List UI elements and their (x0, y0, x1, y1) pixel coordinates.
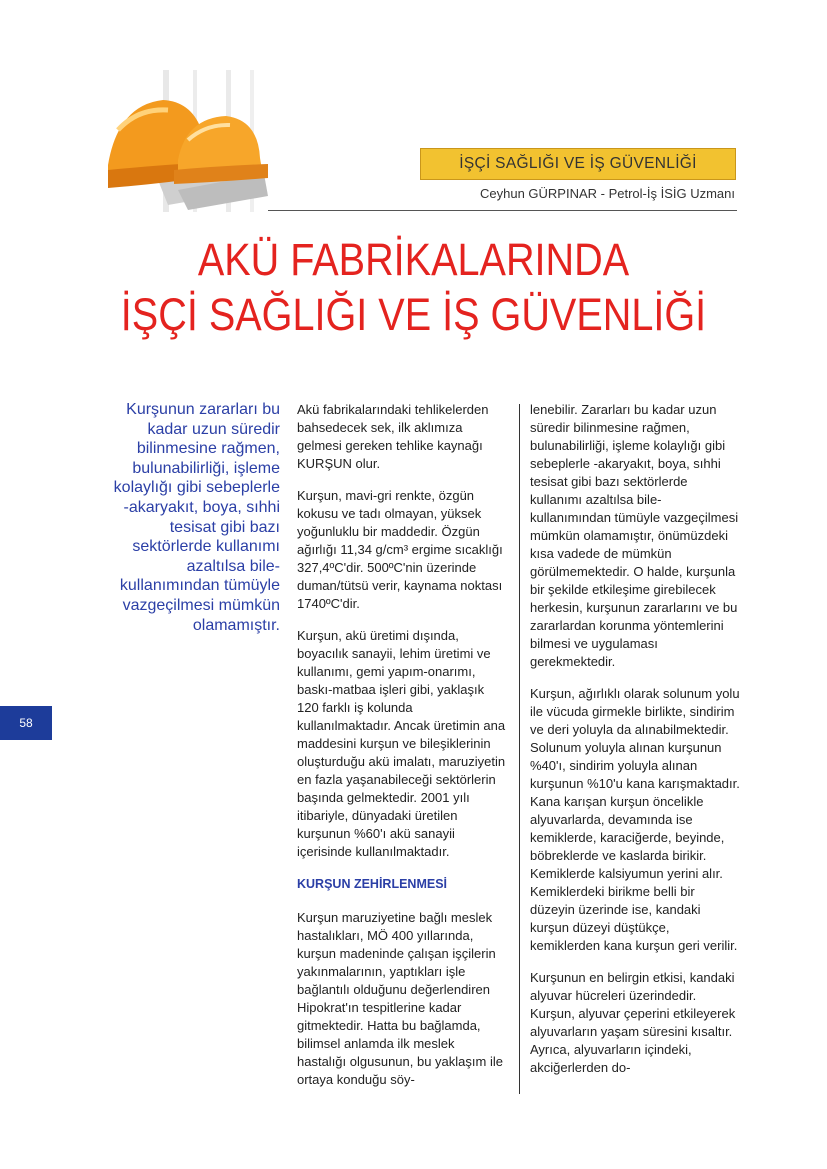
article-title (50, 232, 778, 342)
title-line-2: İŞÇİ SAĞLIĞI VE İŞ GÜVENLİĞİ (120, 289, 707, 340)
pull-quote: Kurşunun zararları bu kadar uzun süredir bilinmesine rağmen, bulunabilirliği, işleme kolaylığı gibi sebeplerle -akaryakıt, boya, sıhhi tesisat gibi bazı sektörlerde kullanımı azaltılsa bile- kullanımından tümüyle vazgeçilmesi mümkün olamamıştır. (113, 401, 280, 634)
author-byline: Ceyhun GÜRPINAR - Petrol-İş İSİG Uzmanı (479, 186, 735, 201)
header-rule (268, 210, 737, 211)
paragraph: Kurşun, ağırlıklı olarak solunum yolu ile vücuda girmekle birlikte, sindirim ve deri yoluyla da alınabilmektedir. Solunum yoluyla alınan kurşunun %40'ı, sindirim yoluyla alınan kurşunun %10'u kana karışmaktadır. Kana karışan kurşun öncelikle alyuvarlarda, devamında ise kemiklerde, karaciğerde, beyinde, böbreklerde ve kaslarda birikir. Kemiklerde kalsiyumun yerini alır. Kemiklerdeki birikme belli bir düzeyin üzerinde ise, kandaki kurşun düzeyi düştükçe, kemiklerden kana kurşun geri verilir. (530, 686, 740, 953)
paragraph: Akü fabrikalarındaki tehlikelerden bahsedecek sek, ilk aklımıza gelmesi gereken tehlike kaynağı KURŞUN olur. (297, 402, 489, 471)
page-number-box (0, 706, 52, 740)
column-divider (519, 404, 520, 1094)
helmets-gloves-image (108, 70, 268, 212)
paragraph: Kurşun, mavi-gri renkte, özgün kokusu ve tadı olmayan, yüksek yoğunluklu bir maddedir. Özgün ağırlığı 11,34 g/cm³ ergime sıcaklığı 327,4ºC'dir. 500ºC'nin üzerinde duman/tütsü verir, kaynama noktası 1740ºC'dir. (297, 488, 503, 611)
section-title: İŞÇİ SAĞLIĞI VE İŞ GÜVENLİĞİ (459, 155, 697, 172)
subheading: KURŞUN ZEHİRLENMESİ (297, 877, 448, 891)
paragraph: Kurşun maruziyetine bağlı meslek hastalıkları, MÖ 400 yıllarında, kurşun madeninde çalışan işçilerin yakınmalarının, yaptıkları işle bağlantılı olduğunu değerlendiren Hipokrat'ın tespitlerine kadar gitmektedir. Hatta bu bağlamda, bilimsel anlamda ilk meslek hastalığı olgusunun, bu yaklaşım ile ortaya konduğu söy- (297, 910, 503, 1087)
section-title-bar (420, 148, 736, 180)
text-column-1 (297, 401, 507, 1103)
paragraph: Kurşunun en belirgin etkisi, kandaki alyuvar hücreleri üzerindedir. Kurşun, alyuvar çeperini etkileyerek alyuvarların yaşam süresini kısaltır. Ayrıca, alyuvarların içindeki, akciğerlerden do- (530, 970, 736, 1075)
page-number: 58 (19, 716, 33, 730)
title-line-1: AKÜ FABRİKALARINDA (197, 234, 630, 285)
paragraph: Kurşun, akü üretimi dışında, boyacılık sanayii, lehim üretimi ve kullanımı, gemi yapım-onarımı, baskı-matbaa işleri gibi, yaklaşık 120 farklı iş kolunda kullanılmaktadır. Ancak üretimin ana maddesini kurşun ve bileşiklerinin oluşturduğu akü imalatı, maruziyetin en fazla yaşanabileceği sektörlerin başında gelmektedir. 2001 yılı itibariyle, dünyadaki üretilen kurşunun %60'ı akü sanayii içerisinde kullanılmaktadır. (297, 628, 506, 859)
paragraph: lenebilir. Zararları bu kadar uzun süredir bilinmesine rağmen, bulunabilirliği, işleme kolaylığı gibi sebeplerle -akaryakıt, boya, sıhhi tesisat gibi bazı sektörlerde kullanımı azaltılsa bile- kullanımından tümüyle vazgeçilmesi mümkün olamamıştır, önümüzdeki kısa vadede de mümkün görülmemektedir. O halde, kurşunla bir şekilde etkileşime girebilecek herkesin, kurşunun zararlarını ve bu zararlardan korunma yöntemlerini bilmesi ve uygulaması gerekmektedir. (530, 402, 739, 669)
text-column-2 (530, 401, 740, 1091)
